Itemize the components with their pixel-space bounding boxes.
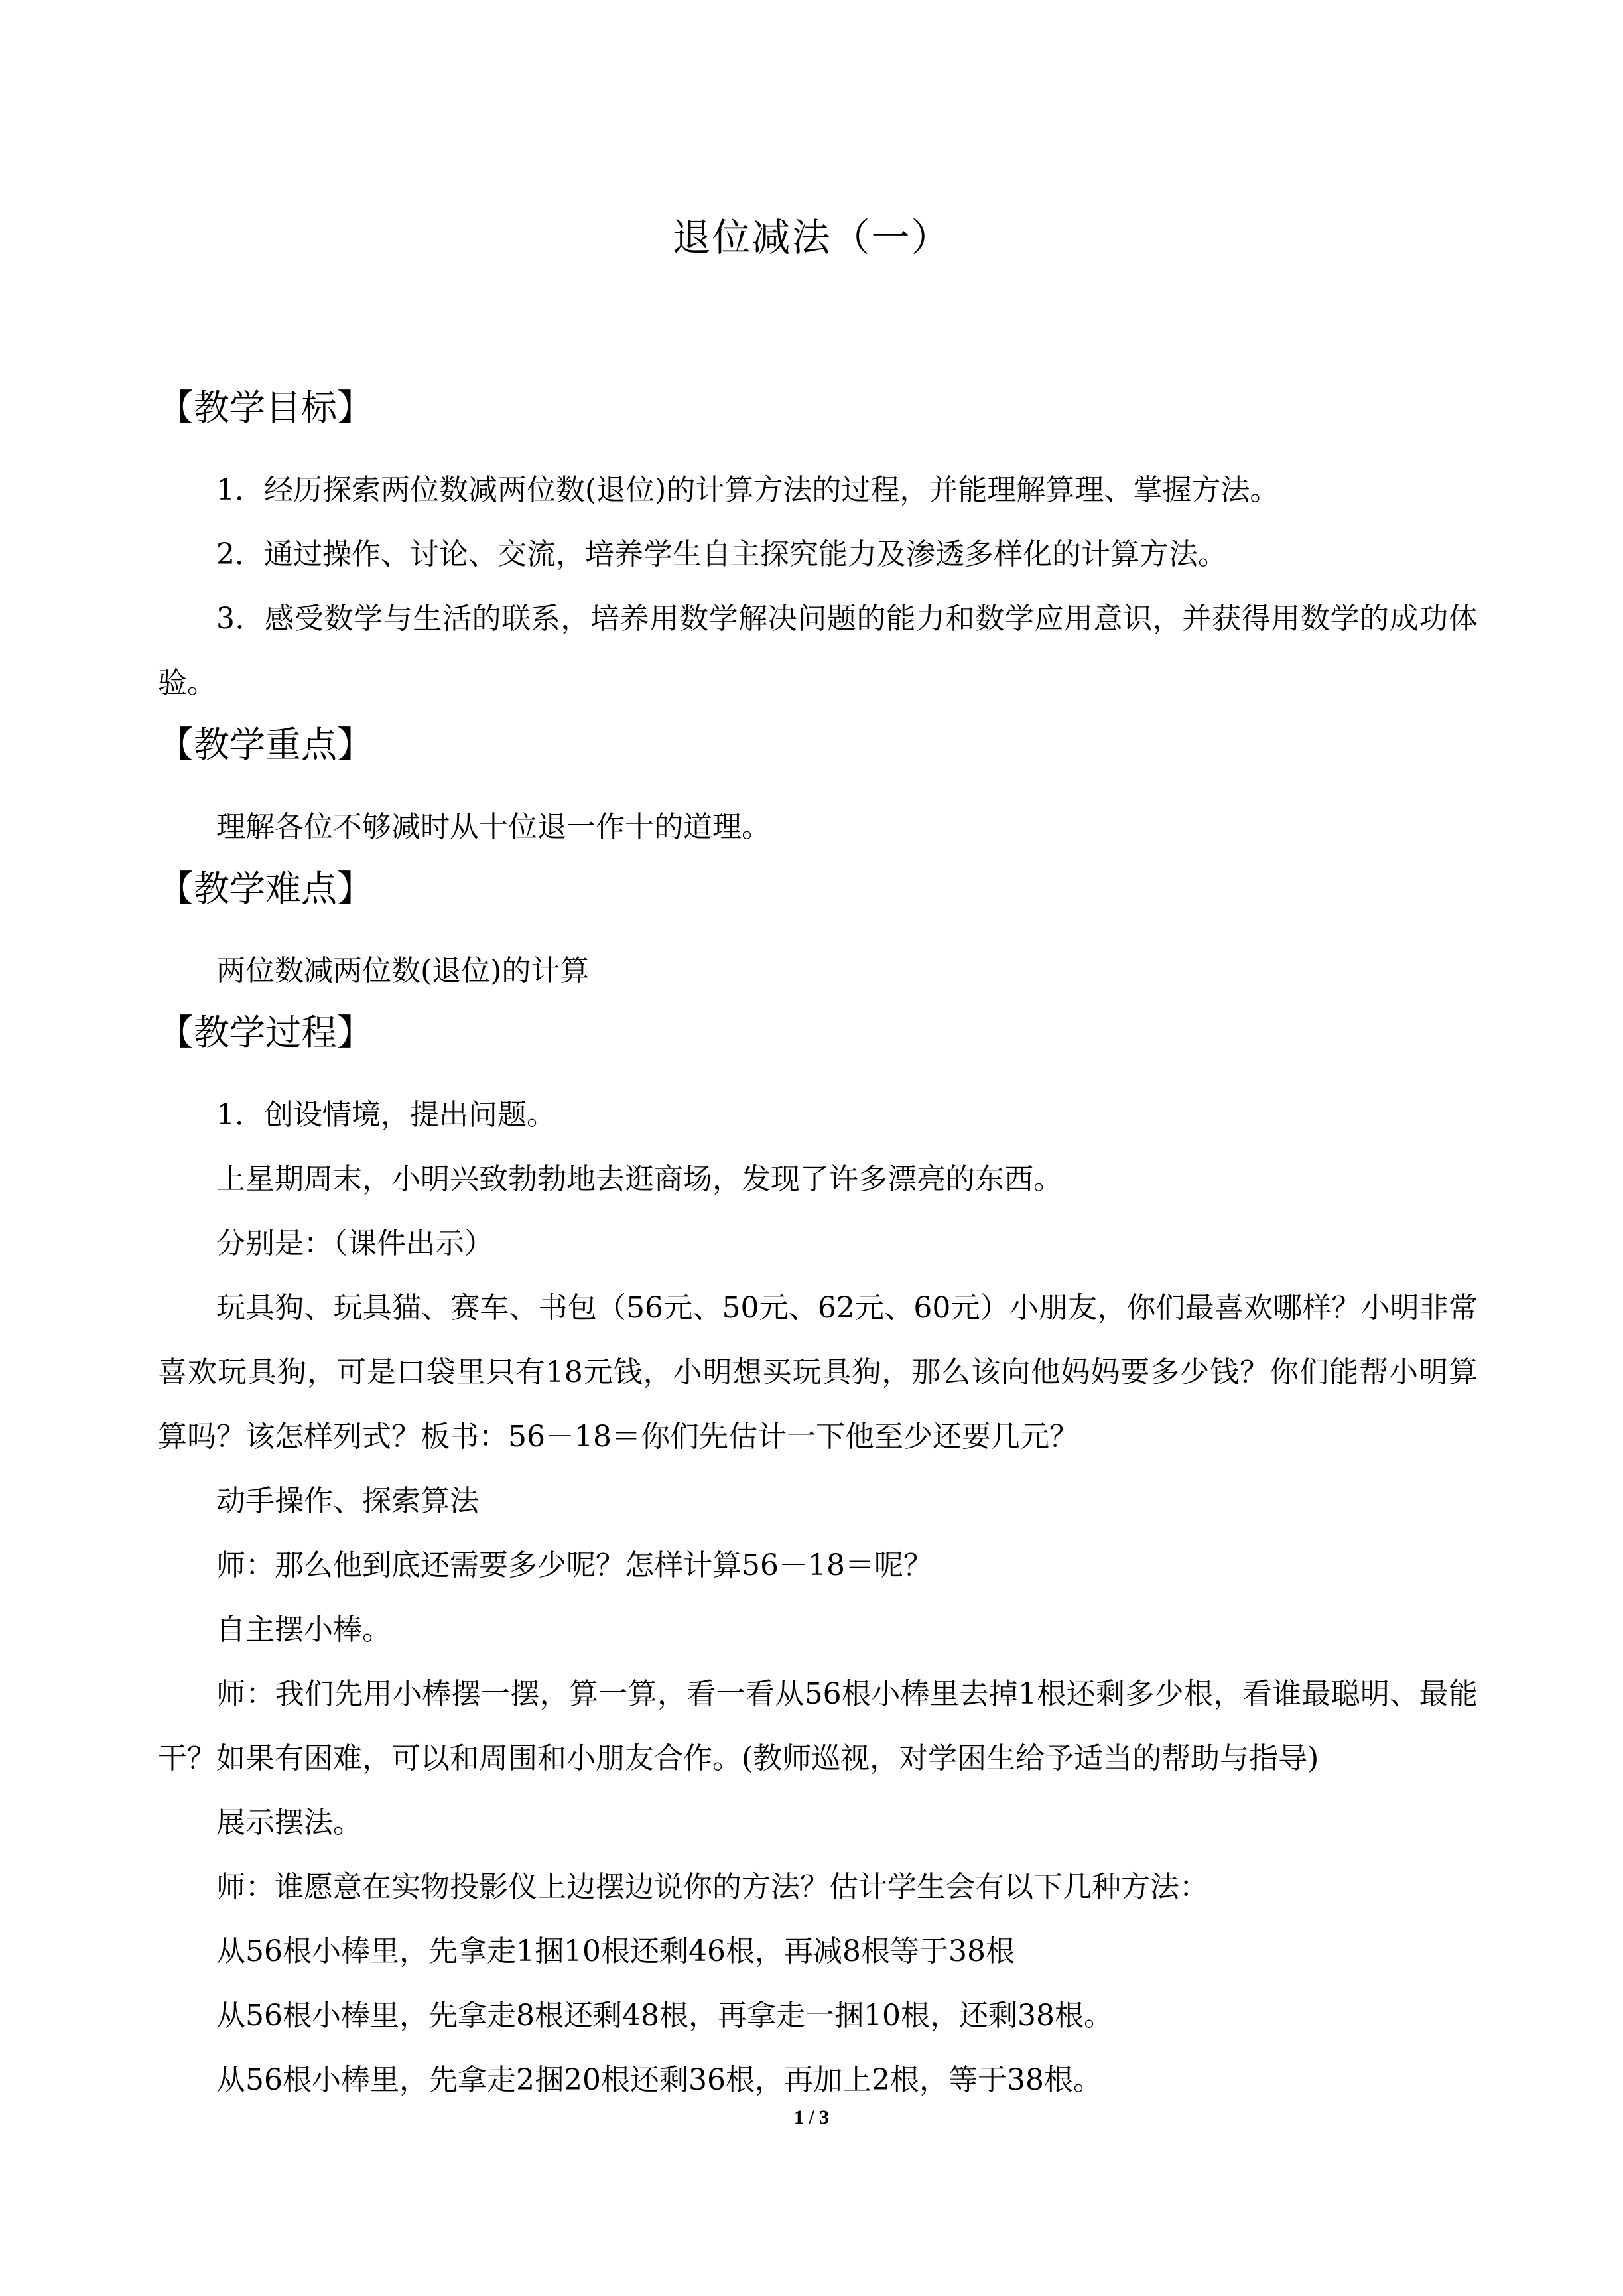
process-paragraph: 自主摆小棒。 [216, 1613, 391, 1647]
difficulties-text: 两位数减两位数(退位)的计算 [216, 954, 590, 988]
process-paragraph: 从56根小棒里，先拿走1捆10根还剩46根，再减8根等于38根 [216, 1934, 1015, 1968]
objective-item: 1．经历探索两位数减两位数(退位)的计算方法的过程，并能理解算理、掌握方法。 [216, 473, 1279, 507]
page-title: 退位减法（一） [672, 215, 951, 260]
document-body [158, 378, 1478, 2112]
process-paragraph: 师：那么他到底还需要多少呢？怎样计算56－18＝呢？ [216, 1548, 933, 1582]
process-paragraph: 展示摆法。 [216, 1806, 362, 1840]
process-paragraph: 1．创设情境，提出问题。 [216, 1098, 556, 1132]
key-points-text: 理解各位不够减时从十位退一作十的道理。 [216, 810, 771, 844]
objective-item: 2．通过操作、讨论、交流，培养学生自主探究能力及渗透多样化的计算方法。 [216, 537, 1227, 571]
process-paragraph: 分别是：（课件出示） [216, 1227, 493, 1260]
section-heading-objectives: 【教学目标】 [158, 387, 373, 429]
process-paragraph: 从56根小棒里，先拿走2捆20根还剩36根，再加上2根，等于38根。 [216, 2063, 1102, 2097]
process-paragraph: 从56根小棒里，先拿走8根还剩48根，再拿走一捆10根，还剩38根。 [216, 1999, 1113, 2033]
process-paragraph: 玩具狗、玩具猫、赛车、书包（56元、50元、62元、60元）小朋友，你们最喜欢哪样？小明非常喜欢玩具狗，可是口袋里只有18元钱，小明想买玩具狗，那么该向他妈妈要多少钱？你们能帮小明算算吗？该怎样列式？板书：56－18＝你们先估计一下他至少还要几元？ [158, 1291, 1478, 1453]
objective-item: 3．感受数学与生活的联系，培养用数学解决问题的能力和数学应用意识，并获得用数学的成功体验。 [158, 602, 1478, 700]
process-paragraph: 动手操作、探索算法 [216, 1484, 479, 1518]
process-paragraph: 师：我们先用小棒摆一摆，算一算，看一看从56根小棒里去掉1根还剩多少根，看谁最聪明、最能干？如果有困难，可以和周围和小朋友合作。(教师巡视，对学困生给予适当的帮助与指导) [158, 1677, 1478, 1775]
process-paragraph: 师：谁愿意在实物投影仪上边摆边说你的方法？估计学生会有以下几种方法： [216, 1870, 1208, 1904]
section-heading-difficulties: 【教学难点】 [158, 868, 373, 910]
section-heading-process: 【教学过程】 [158, 1012, 373, 1053]
page-number: 1 / 3 [793, 2106, 830, 2128]
process-paragraph: 上星期周末，小明兴致勃勃地去逛商场，发现了许多漂亮的东西。 [216, 1162, 1063, 1196]
section-heading-key-points: 【教学重点】 [158, 724, 373, 766]
